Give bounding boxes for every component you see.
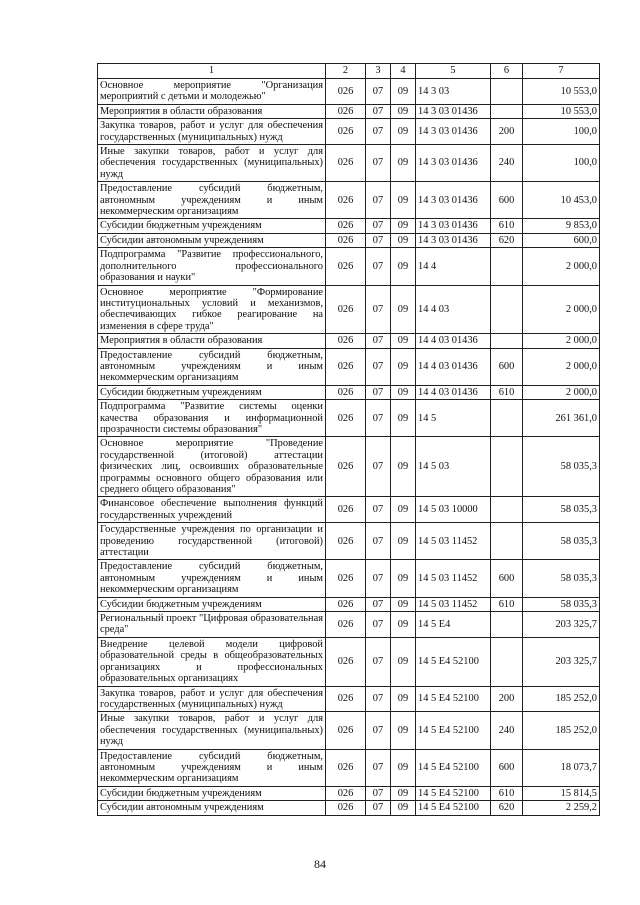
target-article-code: 14 3 03	[416, 79, 491, 105]
subsection-code: 09	[391, 749, 416, 786]
ministry-code: 026	[326, 348, 366, 385]
ministry-code: 026	[326, 285, 366, 334]
section-code: 07	[366, 79, 391, 105]
target-article-code: 14 4	[416, 248, 491, 285]
table-row	[98, 437, 600, 497]
table-row	[98, 119, 600, 145]
section-code: 07	[366, 437, 391, 497]
section-code: 07	[366, 786, 391, 800]
subsection-code: 09	[391, 182, 416, 219]
subsection-code: 09	[391, 334, 416, 348]
expense-type-code	[491, 497, 523, 523]
ministry-code: 026	[326, 523, 366, 560]
expense-type-code	[491, 437, 523, 497]
section-code: 07	[366, 400, 391, 437]
target-article-code: 14 5 03 11452	[416, 560, 491, 597]
row-description: Закупка товаров, работ и услуг для обеспечения государственных (муниципальных) нужд	[98, 119, 326, 145]
section-code: 07	[366, 385, 391, 399]
amount: 185 252,0	[523, 712, 600, 749]
table-row	[98, 597, 600, 611]
expense-type-code: 600	[491, 560, 523, 597]
table-row	[98, 219, 600, 233]
subsection-code: 09	[391, 104, 416, 118]
row-description: Субсидии бюджетным учреждениям	[98, 597, 326, 611]
section-code: 07	[366, 749, 391, 786]
table-row	[98, 104, 600, 118]
table-row	[98, 686, 600, 712]
amount: 2 000,0	[523, 248, 600, 285]
target-article-code: 14 5 E4 52100	[416, 712, 491, 749]
section-code: 07	[366, 334, 391, 348]
expense-type-code	[491, 248, 523, 285]
section-code: 07	[366, 560, 391, 597]
target-article-code: 14 5 E4 52100	[416, 801, 491, 815]
target-article-code: 14 3 03 01436	[416, 182, 491, 219]
subsection-code: 09	[391, 801, 416, 815]
ministry-code: 026	[326, 712, 366, 749]
ministry-code: 026	[326, 219, 366, 233]
ministry-code: 026	[326, 104, 366, 118]
section-code: 07	[366, 523, 391, 560]
row-description: Государственные учреждения по организации и проведению государственной (итоговой) аттестации	[98, 523, 326, 560]
expense-type-code: 610	[491, 385, 523, 399]
subsection-code: 09	[391, 786, 416, 800]
row-description: Закупка товаров, работ и услуг для обеспечения государственных (муниципальных) нужд	[98, 686, 326, 712]
amount: 10 553,0	[523, 79, 600, 105]
subsection-code: 09	[391, 637, 416, 686]
target-article-code: 14 3 03 01436	[416, 219, 491, 233]
subsection-code: 09	[391, 497, 416, 523]
row-description: Основное мероприятие "Проведение государственной (итоговой) аттестации физических лиц, освоивших образовательные программы основного общего образования или среднего общего образования"	[98, 437, 326, 497]
amount: 203 325,7	[523, 612, 600, 638]
row-description: Субсидии бюджетным учреждениям	[98, 786, 326, 800]
subsection-code: 09	[391, 437, 416, 497]
amount: 100,0	[523, 145, 600, 182]
expense-type-code: 620	[491, 801, 523, 815]
target-article-code: 14 4 03	[416, 285, 491, 334]
section-code: 07	[366, 248, 391, 285]
table-row	[98, 182, 600, 219]
expense-type-code: 610	[491, 219, 523, 233]
section-code: 07	[366, 145, 391, 182]
target-article-code: 14 5	[416, 400, 491, 437]
amount: 2 259,2	[523, 801, 600, 815]
section-code: 07	[366, 219, 391, 233]
ministry-code: 026	[326, 786, 366, 800]
section-code: 07	[366, 801, 391, 815]
expense-type-code: 610	[491, 597, 523, 611]
ministry-code: 026	[326, 334, 366, 348]
ministry-code: 026	[326, 248, 366, 285]
ministry-code: 026	[326, 400, 366, 437]
expense-type-code: 200	[491, 119, 523, 145]
row-description: Субсидии автономным учреждениям	[98, 801, 326, 815]
expense-type-code	[491, 285, 523, 334]
amount: 100,0	[523, 119, 600, 145]
subsection-code: 09	[391, 560, 416, 597]
amount: 58 035,3	[523, 597, 600, 611]
section-code: 07	[366, 119, 391, 145]
expense-type-code	[491, 612, 523, 638]
subsection-code: 09	[391, 686, 416, 712]
expense-type-code	[491, 400, 523, 437]
expense-type-code: 610	[491, 786, 523, 800]
ministry-code: 026	[326, 182, 366, 219]
target-article-code: 14 5 E4 52100	[416, 686, 491, 712]
ministry-code: 026	[326, 385, 366, 399]
ministry-code: 026	[326, 119, 366, 145]
subsection-code: 09	[391, 597, 416, 611]
table-row	[98, 801, 600, 815]
ministry-code: 026	[326, 560, 366, 597]
target-article-code: 14 5 03 11452	[416, 523, 491, 560]
subsection-code: 09	[391, 248, 416, 285]
table-row	[98, 79, 600, 105]
expense-type-code: 200	[491, 686, 523, 712]
amount: 600,0	[523, 233, 600, 247]
table-row	[98, 786, 600, 800]
amount: 10 453,0	[523, 182, 600, 219]
header-cell: 6	[491, 64, 523, 79]
subsection-code: 09	[391, 385, 416, 399]
target-article-code: 14 5 03 11452	[416, 597, 491, 611]
amount: 2 000,0	[523, 285, 600, 334]
amount: 10 553,0	[523, 104, 600, 118]
subsection-code: 09	[391, 523, 416, 560]
amount: 203 325,7	[523, 637, 600, 686]
amount: 58 035,3	[523, 523, 600, 560]
amount: 18 073,7	[523, 749, 600, 786]
ministry-code: 026	[326, 749, 366, 786]
expense-type-code: 240	[491, 712, 523, 749]
row-description: Иные закупки товаров, работ и услуг для обеспечения государственных (муниципальных) нужд	[98, 145, 326, 182]
row-description: Мероприятия в области образования	[98, 334, 326, 348]
target-article-code: 14 5 03	[416, 437, 491, 497]
target-article-code: 14 5 E4	[416, 612, 491, 638]
section-code: 07	[366, 612, 391, 638]
expense-type-code	[491, 334, 523, 348]
table-row	[98, 385, 600, 399]
table-row	[98, 145, 600, 182]
amount: 58 035,3	[523, 497, 600, 523]
target-article-code: 14 5 E4 52100	[416, 749, 491, 786]
header-row	[98, 64, 600, 79]
table-row	[98, 712, 600, 749]
target-article-code: 14 3 03 01436	[416, 233, 491, 247]
table-row	[98, 233, 600, 247]
section-code: 07	[366, 285, 391, 334]
expense-type-code: 620	[491, 233, 523, 247]
amount: 58 035,3	[523, 560, 600, 597]
subsection-code: 09	[391, 348, 416, 385]
section-code: 07	[366, 233, 391, 247]
table-row	[98, 637, 600, 686]
target-article-code: 14 4 03 01436	[416, 334, 491, 348]
target-article-code: 14 3 03 01436	[416, 145, 491, 182]
expense-type-code	[491, 637, 523, 686]
row-description: Предоставление субсидий бюджетным, автономным учреждениям и иным некоммерческим организациям	[98, 560, 326, 597]
row-description: Основное мероприятие "Организация мероприятий с детьми и молодежью"	[98, 79, 326, 105]
ministry-code: 026	[326, 233, 366, 247]
row-description: Субсидии бюджетным учреждениям	[98, 219, 326, 233]
expense-type-code	[491, 523, 523, 560]
section-code: 07	[366, 182, 391, 219]
ministry-code: 026	[326, 79, 366, 105]
amount: 15 814,5	[523, 786, 600, 800]
subsection-code: 09	[391, 79, 416, 105]
table-body	[98, 64, 600, 816]
row-description: Субсидии бюджетным учреждениям	[98, 385, 326, 399]
target-article-code: 14 5 E4 52100	[416, 637, 491, 686]
subsection-code: 09	[391, 712, 416, 749]
section-code: 07	[366, 686, 391, 712]
ministry-code: 026	[326, 145, 366, 182]
amount: 9 853,0	[523, 219, 600, 233]
target-article-code: 14 3 03 01436	[416, 104, 491, 118]
target-article-code: 14 3 03 01436	[416, 119, 491, 145]
budget-table	[97, 63, 600, 816]
ministry-code: 026	[326, 497, 366, 523]
table-row	[98, 285, 600, 334]
header-cell: 1	[98, 64, 326, 79]
section-code: 07	[366, 637, 391, 686]
header-cell: 4	[391, 64, 416, 79]
ministry-code: 026	[326, 612, 366, 638]
subsection-code: 09	[391, 119, 416, 145]
amount: 2 000,0	[523, 348, 600, 385]
expense-type-code	[491, 79, 523, 105]
subsection-code: 09	[391, 285, 416, 334]
section-code: 07	[366, 104, 391, 118]
section-code: 07	[366, 348, 391, 385]
subsection-code: 09	[391, 612, 416, 638]
ministry-code: 026	[326, 637, 366, 686]
header-cell: 3	[366, 64, 391, 79]
header-cell: 5	[416, 64, 491, 79]
row-description: Субсидии автономным учреждениям	[98, 233, 326, 247]
table-row	[98, 612, 600, 638]
target-article-code: 14 5 03 10000	[416, 497, 491, 523]
expense-type-code: 600	[491, 182, 523, 219]
row-description: Подпрограмма "Развитие системы оценки качества образования и информационной прозрачности системы образования"	[98, 400, 326, 437]
ministry-code: 026	[326, 597, 366, 611]
target-article-code: 14 5 E4 52100	[416, 786, 491, 800]
section-code: 07	[366, 597, 391, 611]
table-row	[98, 523, 600, 560]
header-cell: 2	[326, 64, 366, 79]
table-row	[98, 348, 600, 385]
expense-type-code: 600	[491, 749, 523, 786]
row-description: Мероприятия в области образования	[98, 104, 326, 118]
row-description: Основное мероприятие "Формирование институциональных условий и механизмов, обеспечивающих гибкое реагирование на изменения в сфере труда"	[98, 285, 326, 334]
expense-type-code	[491, 104, 523, 118]
row-description: Внедрение целевой модели цифровой образовательной среды в общеобразовательных организациях и профессиональных образовательных организациях	[98, 637, 326, 686]
row-description: Предоставление субсидий бюджетным, автономным учреждениям и иным некоммерческим организациям	[98, 182, 326, 219]
table-row	[98, 334, 600, 348]
header-cell: 7	[523, 64, 600, 79]
subsection-code: 09	[391, 145, 416, 182]
row-description: Предоставление субсидий бюджетным, автономным учреждениям и иным некоммерческим организациям	[98, 348, 326, 385]
expense-type-code: 600	[491, 348, 523, 385]
expense-type-code: 240	[491, 145, 523, 182]
row-description: Финансовое обеспечение выполнения функций государственных учреждений	[98, 497, 326, 523]
table-row	[98, 560, 600, 597]
target-article-code: 14 4 03 01436	[416, 348, 491, 385]
section-code: 07	[366, 497, 391, 523]
row-description: Предоставление субсидий бюджетным, автономным учреждениям и иным некоммерческим организациям	[98, 749, 326, 786]
row-description: Региональный проект "Цифровая образовательная среда"	[98, 612, 326, 638]
table-row	[98, 497, 600, 523]
subsection-code: 09	[391, 400, 416, 437]
subsection-code: 09	[391, 233, 416, 247]
subsection-code: 09	[391, 219, 416, 233]
table-row	[98, 248, 600, 285]
section-code: 07	[366, 712, 391, 749]
table-row	[98, 400, 600, 437]
amount: 185 252,0	[523, 686, 600, 712]
ministry-code: 026	[326, 686, 366, 712]
amount: 58 035,3	[523, 437, 600, 497]
table-row	[98, 749, 600, 786]
amount: 2 000,0	[523, 334, 600, 348]
target-article-code: 14 4 03 01436	[416, 385, 491, 399]
row-description: Иные закупки товаров, работ и услуг для обеспечения государственных (муниципальных) нужд	[98, 712, 326, 749]
amount: 261 361,0	[523, 400, 600, 437]
page-number: 84	[314, 857, 326, 871]
ministry-code: 026	[326, 437, 366, 497]
row-description: Подпрограмма "Развитие профессионального, дополнительного профессионального образования и науки"	[98, 248, 326, 285]
amount: 2 000,0	[523, 385, 600, 399]
ministry-code: 026	[326, 801, 366, 815]
